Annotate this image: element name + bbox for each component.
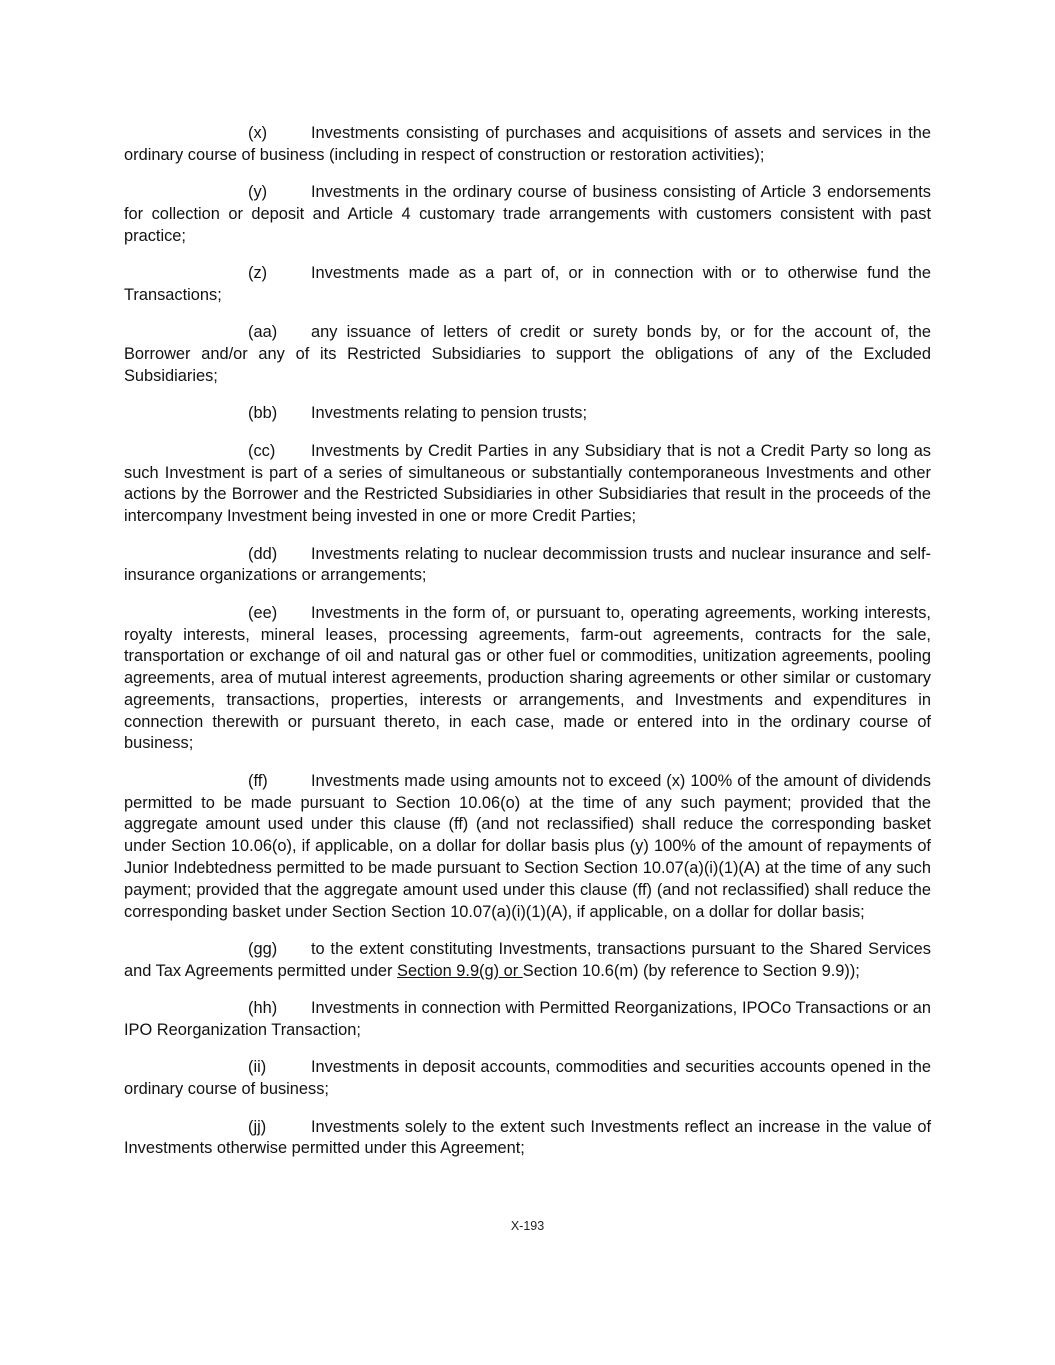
clause-text: Investments made using amounts not to exceed (x) 100% of the amount of dividends permitted to be made pursuant to Section 10.06(o) at the time of any such payment; provided that the aggregate amount used under this clause (ff) (and not reclassified) shall reduce the corresponding basket under Section 10.06(o), if applicable, on a dollar for dollar basis plus (y) 100% of the amount of repayments of Junior Indebtedness permitted to be made pursuant to Section Section 10.07(a)(i)(1)(A) at the time of any such payment; provided that the aggregate amount used under this clause (ff) (and not reclassified) shall reduce the corresponding basket under Section Section 10.07(a)(i)(1)(A), if applicable, on a dollar for dollar basis; — [124, 771, 931, 921]
clause-label: (ff) — [248, 771, 268, 790]
clause-dd — [124, 544, 931, 588]
clause-label: (ii) — [248, 1058, 267, 1077]
clause-label: (z) — [248, 264, 268, 283]
clause-text: to the extent constituting Investments, transactions pursuant to the Shared Services and Tax Agreements permitted under — [124, 940, 931, 980]
clause-text: any issuance of letters of credit or surety bonds by, or for the account of, the Borrower and/or any of its Restricted Subsidiaries to support the obligations of any of the Excluded Subsidiaries; — [124, 323, 931, 385]
clause-label: (cc) — [248, 441, 276, 460]
section-reference-link: Section 9.9(g) or — [397, 961, 523, 980]
clause-bb — [124, 403, 931, 425]
clause-jj — [124, 1117, 931, 1161]
clause-label: (dd) — [248, 544, 278, 563]
clause-aa — [124, 322, 931, 387]
clause-text: Investments in deposit accounts, commodities and securities accounts opened in the ordinary course of business; — [124, 1058, 931, 1099]
clause-label: (ee) — [248, 603, 278, 622]
clause-text: Investments solely to the extent such Investments reflect an increase in the value of Investments otherwise permitted under this Agreement; — [124, 1117, 931, 1158]
clause-gg — [124, 939, 931, 983]
clause-cc — [124, 441, 931, 528]
clause-label: (bb) — [248, 404, 278, 423]
clause-ii — [124, 1057, 931, 1101]
clause-label: (aa) — [248, 323, 278, 342]
clause-label: (jj) — [248, 1117, 267, 1136]
clause-label: (gg) — [248, 940, 278, 959]
clause-text: Investments in connection with Permitted Reorganizations, IPOCo Transactions or an IPO Reorganization Transaction; — [124, 999, 931, 1040]
clause-text: Investments consisting of purchases and acquisitions of assets and services in the ordinary course of business (including in respect of construction or restoration activities); — [124, 124, 931, 164]
clause-hh — [124, 998, 931, 1042]
clause-text: Investments in the form of, or pursuant to, operating agreements, working interests, royalty interests, mineral leases, processing agreements, farm-out agreements, contracts for the sale, transportation or exchange of oil and natural gas or other fuel or commodities, unitization agreements, pooling agreements, area of mutual interest agreements, production sharing agreements or other similar or customary agreements, transactions, properties, interests or arrangements, and Investments and expenditures in connection therewith or pursuant thereto, in each case, made or entered into in the ordinary course of business; — [124, 603, 931, 753]
clause-label: (x) — [248, 124, 268, 142]
clause-text: Investments made as a part of, or in connection with or to otherwise fund the Transactions; — [124, 264, 931, 304]
clause-ff — [124, 771, 931, 924]
clause-label: (hh) — [248, 999, 278, 1018]
clause-x — [124, 123, 931, 167]
clause-text-continued: Section 10.6(m) (by reference to Section 9.9)); — [522, 961, 860, 980]
document-body — [124, 123, 931, 1176]
clause-text: Investments relating to nuclear decommission trusts and nuclear insurance and self-insurance organizations or arrangements; — [124, 544, 931, 585]
clause-ee — [124, 603, 931, 756]
clause-text: Investments in the ordinary course of business consisting of Article 3 endorsements for collection or deposit and Article 4 customary trade arrangements with customers consistent with past practice; — [124, 183, 931, 245]
page-number: X-193 — [510, 1219, 545, 1233]
clause-y — [124, 182, 931, 247]
clause-z — [124, 263, 931, 307]
clause-text: Investments by Credit Parties in any Subsidiary that is not a Credit Party so long as such Investment is part of a series of simultaneous or substantially contemporaneous Investments and other actions by the Borrower and the Restricted Subsidiaries in other Subsidiaries that result in the proceeds of the intercompany Investment being invested in one or more Credit Parties; — [124, 441, 931, 526]
clause-label: (y) — [248, 183, 268, 202]
clause-text: Investments relating to pension trusts; — [311, 404, 588, 423]
